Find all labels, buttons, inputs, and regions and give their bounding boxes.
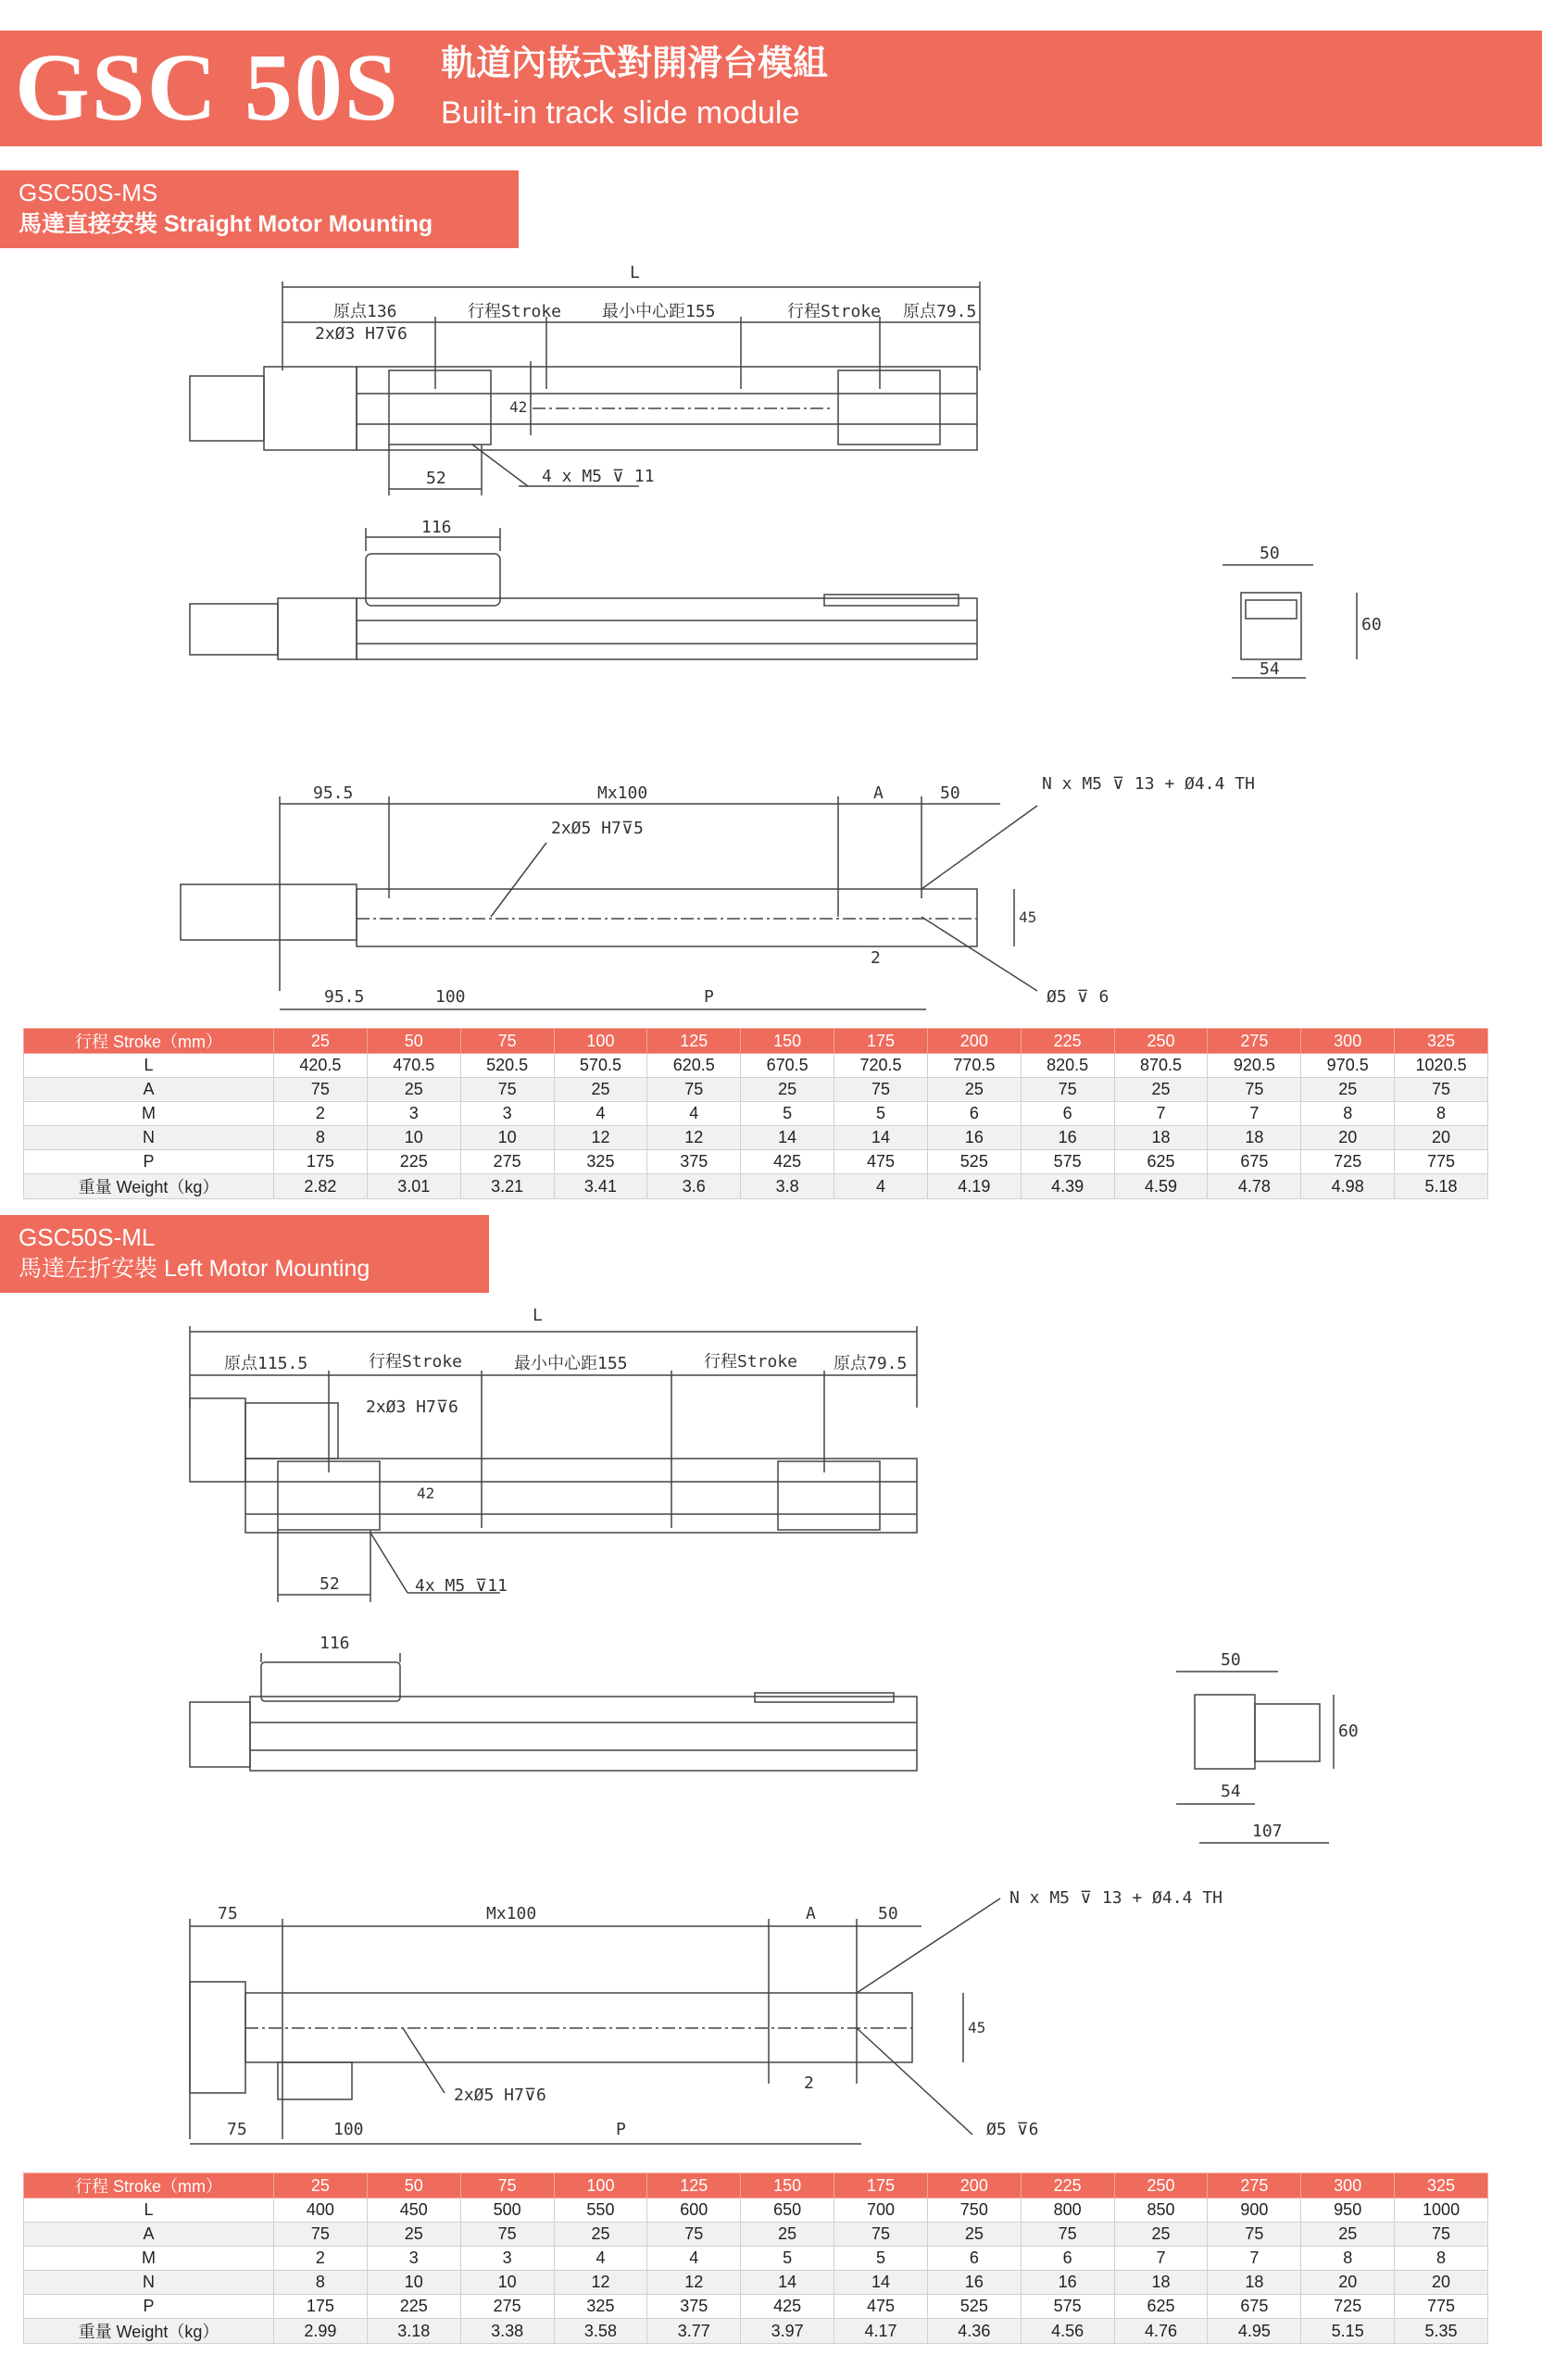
table-cell: 2.99 bbox=[274, 2319, 368, 2344]
table-cell: 18 bbox=[1114, 2271, 1208, 2295]
dim-52: 52 bbox=[320, 1574, 340, 1594]
table-cell: 25 bbox=[741, 1078, 834, 1102]
table-cell: 14 bbox=[741, 1126, 834, 1150]
table-cell: 620.5 bbox=[647, 1054, 741, 1078]
table-cell: 5 bbox=[834, 1102, 928, 1126]
table-cell: 570.5 bbox=[554, 1054, 647, 1078]
row-label: L bbox=[24, 1054, 274, 1078]
table-cell: 800 bbox=[1021, 2198, 1114, 2223]
bottom-dim-a: A bbox=[806, 1904, 816, 1923]
table-cell: 4.95 bbox=[1208, 2319, 1301, 2344]
stroke-header: 300 bbox=[1301, 1029, 1395, 1054]
bottom-dim-50: 50 bbox=[878, 1904, 898, 1923]
table-header-row bbox=[24, 1029, 1488, 1054]
table-cell: 525 bbox=[927, 1150, 1021, 1174]
stroke-header: 50 bbox=[367, 2173, 460, 2198]
table-cell: 5.35 bbox=[1395, 2319, 1488, 2344]
table-cell: 3.41 bbox=[554, 1174, 647, 1199]
table-cell: 25 bbox=[927, 1078, 1021, 1102]
section-code: GSC50S-MS bbox=[19, 179, 158, 207]
table-cell: 950 bbox=[1301, 2198, 1395, 2223]
stroke-header: 325 bbox=[1395, 2173, 1488, 2198]
bottom-n-note: N x M5 ⊽ 13 + Ø4.4 TH bbox=[1042, 774, 1255, 794]
table-cell: 375 bbox=[647, 2295, 741, 2319]
table-cell: 14 bbox=[834, 1126, 928, 1150]
title-chinese: 軌道內嵌式對開滑台模組 bbox=[441, 43, 829, 83]
table-cell: 75 bbox=[647, 2223, 741, 2247]
dim-min-center: 最小中心距155 bbox=[602, 302, 716, 321]
table-cell: 725 bbox=[1301, 2295, 1395, 2319]
stroke-header: 175 bbox=[834, 1029, 928, 1054]
row-label: N bbox=[24, 2271, 274, 2295]
table-cell: 520.5 bbox=[460, 1054, 554, 1078]
table-cell: 7 bbox=[1208, 1102, 1301, 1126]
bottom-pin-note: 2xØ5 H7⊽6 bbox=[454, 2086, 546, 2105]
stroke-header: 250 bbox=[1114, 2173, 1208, 2198]
table-cell: 675 bbox=[1208, 2295, 1301, 2319]
stroke-header: 275 bbox=[1208, 2173, 1301, 2198]
table-cell: 10 bbox=[460, 2271, 554, 2295]
end-dim-107: 107 bbox=[1252, 1822, 1283, 1841]
table-cell: 25 bbox=[1114, 1078, 1208, 1102]
table-cell: 25 bbox=[367, 1078, 460, 1102]
stroke-header: 125 bbox=[647, 1029, 741, 1054]
table-cell: 4.98 bbox=[1301, 1174, 1395, 1199]
table-cell: 3 bbox=[367, 2247, 460, 2271]
section-tab-ms bbox=[0, 170, 519, 248]
end-dim-54: 54 bbox=[1221, 1782, 1241, 1801]
table-cell: 525 bbox=[927, 2295, 1021, 2319]
table-cell: 14 bbox=[834, 2271, 928, 2295]
end-dim-60: 60 bbox=[1361, 615, 1382, 634]
dim-min-center: 最小中心距155 bbox=[514, 1354, 628, 1373]
bottom-n-note: N x M5 ⊽ 13 + Ø4.4 TH bbox=[1009, 1888, 1222, 1908]
table-cell: 3.97 bbox=[741, 2319, 834, 2344]
bottom-dim-100: 100 bbox=[435, 987, 466, 1007]
section-tab-ml bbox=[0, 1215, 489, 1293]
table-cell: 175 bbox=[274, 2295, 368, 2319]
table-cell: 2 bbox=[274, 2247, 368, 2271]
stroke-header: 325 bbox=[1395, 1029, 1488, 1054]
table-cell: 16 bbox=[927, 2271, 1021, 2295]
table-cell: 5.18 bbox=[1395, 1174, 1488, 1199]
table-cell: 4 bbox=[647, 2247, 741, 2271]
table-cell: 970.5 bbox=[1301, 1054, 1395, 1078]
table-cell: 16 bbox=[1021, 2271, 1114, 2295]
bottom-dim-a: A bbox=[873, 783, 884, 803]
table-cell: 25 bbox=[367, 2223, 460, 2247]
title-english: Built-in track slide module bbox=[441, 95, 800, 131]
table-cell: 900 bbox=[1208, 2198, 1301, 2223]
table-cell: 1000 bbox=[1395, 2198, 1488, 2223]
row-label: A bbox=[24, 2223, 274, 2247]
row-label: N bbox=[24, 1126, 274, 1150]
table-cell: 8 bbox=[1301, 2247, 1395, 2271]
table-row bbox=[24, 1102, 1488, 1126]
table-cell: 4 bbox=[834, 1174, 928, 1199]
table-cell: 18 bbox=[1114, 1126, 1208, 1150]
dim-origin-left: 原点115.5 bbox=[224, 1354, 308, 1373]
drawing-ml bbox=[0, 1296, 1542, 2148]
table-cell: 75 bbox=[274, 2223, 368, 2247]
table-cell: 25 bbox=[1114, 2223, 1208, 2247]
table-cell: 770.5 bbox=[927, 1054, 1021, 1078]
bottom-hole-note: Ø5 ⊽ 6 bbox=[1047, 987, 1109, 1007]
table-cell: 600 bbox=[647, 2198, 741, 2223]
table-cell: 3 bbox=[367, 1102, 460, 1126]
table-row bbox=[24, 1054, 1488, 1078]
table-cell: 4.17 bbox=[834, 2319, 928, 2344]
bottom-hole-note: Ø5 ⊽6 bbox=[986, 2120, 1039, 2139]
bottom-dim-2: 2 bbox=[871, 948, 881, 968]
table-cell: 725 bbox=[1301, 1150, 1395, 1174]
table-cell: 12 bbox=[554, 2271, 647, 2295]
table-row bbox=[24, 2247, 1488, 2271]
table-cell: 775 bbox=[1395, 2295, 1488, 2319]
stroke-header: 25 bbox=[274, 1029, 368, 1054]
table-cell: 10 bbox=[460, 1126, 554, 1150]
stroke-header: 50 bbox=[367, 1029, 460, 1054]
dim-stroke-2: 行程Stroke bbox=[704, 1352, 798, 1372]
table-cell: 700 bbox=[834, 2198, 928, 2223]
table-cell: 4 bbox=[554, 2247, 647, 2271]
table-cell: 1020.5 bbox=[1395, 1054, 1488, 1078]
table-cell: 650 bbox=[741, 2198, 834, 2223]
table-cell: 175 bbox=[274, 1150, 368, 1174]
table-row bbox=[24, 1078, 1488, 1102]
table-cell: 275 bbox=[460, 2295, 554, 2319]
stroke-header: 100 bbox=[554, 2173, 647, 2198]
table-cell: 3.18 bbox=[367, 2319, 460, 2344]
table-cell: 75 bbox=[274, 1078, 368, 1102]
dim-origin-right: 原点79.5 bbox=[834, 1354, 908, 1373]
header-label: 行程 Stroke（mm） bbox=[24, 1029, 274, 1054]
table-cell: 3.21 bbox=[460, 1174, 554, 1199]
dim-stroke-2: 行程Stroke bbox=[787, 302, 882, 321]
row-label: P bbox=[24, 2295, 274, 2319]
dim-origin-right: 原点79.5 bbox=[903, 302, 977, 321]
table-cell: 20 bbox=[1301, 1126, 1395, 1150]
table-cell: 450 bbox=[367, 2198, 460, 2223]
dim-L: L bbox=[533, 1306, 543, 1325]
table-cell: 75 bbox=[1395, 1078, 1488, 1102]
bottom-dim-45: 45 bbox=[968, 2019, 986, 2036]
table-cell: 75 bbox=[460, 2223, 554, 2247]
table-cell: 8 bbox=[274, 1126, 368, 1150]
table-cell: 12 bbox=[647, 1126, 741, 1150]
pin-note: 2xØ3 H7⊽6 bbox=[315, 324, 407, 344]
section-desc: 馬達左折安裝 Left Motor Mounting bbox=[19, 1256, 370, 1282]
stroke-header: 75 bbox=[460, 1029, 554, 1054]
table-cell: 75 bbox=[647, 1078, 741, 1102]
stroke-header: 250 bbox=[1114, 1029, 1208, 1054]
table-cell: 4.59 bbox=[1114, 1174, 1208, 1199]
stroke-header: 275 bbox=[1208, 1029, 1301, 1054]
stroke-header: 225 bbox=[1021, 2173, 1114, 2198]
table-cell: 500 bbox=[460, 2198, 554, 2223]
bottom-dim-p: P bbox=[704, 987, 714, 1007]
table-cell: 870.5 bbox=[1114, 1054, 1208, 1078]
row-label: L bbox=[24, 2198, 274, 2223]
table-cell: 8 bbox=[1395, 1102, 1488, 1126]
table-cell: 5 bbox=[834, 2247, 928, 2271]
table-cell: 420.5 bbox=[274, 1054, 368, 1078]
table-cell: 225 bbox=[367, 1150, 460, 1174]
table-cell: 5.15 bbox=[1301, 2319, 1395, 2344]
table-cell: 4.36 bbox=[927, 2319, 1021, 2344]
table-cell: 14 bbox=[741, 2271, 834, 2295]
dim-origin-left: 原点136 bbox=[333, 302, 397, 321]
table-cell: 4 bbox=[554, 1102, 647, 1126]
table-cell: 675 bbox=[1208, 1150, 1301, 1174]
table-cell: 3.58 bbox=[554, 2319, 647, 2344]
table-cell: 3 bbox=[460, 1102, 554, 1126]
table-cell: 25 bbox=[554, 1078, 647, 1102]
table-cell: 75 bbox=[834, 1078, 928, 1102]
dim-42: 42 bbox=[509, 398, 528, 416]
table-cell: 3.38 bbox=[460, 2319, 554, 2344]
table-cell: 850 bbox=[1114, 2198, 1208, 2223]
screw-note: 4 x M5 ⊽ 11 bbox=[542, 467, 655, 486]
row-label: M bbox=[24, 2247, 274, 2271]
dim-stroke-1: 行程Stroke bbox=[369, 1352, 463, 1372]
table-cell: 6 bbox=[1021, 2247, 1114, 2271]
table-cell: 6 bbox=[927, 2247, 1021, 2271]
table-cell: 7 bbox=[1114, 2247, 1208, 2271]
table-cell: 2.82 bbox=[274, 1174, 368, 1199]
row-label: M bbox=[24, 1102, 274, 1126]
stroke-header: 125 bbox=[647, 2173, 741, 2198]
table-cell: 75 bbox=[834, 2223, 928, 2247]
table-cell: 720.5 bbox=[834, 1054, 928, 1078]
end-dim-50: 50 bbox=[1260, 544, 1280, 563]
table-cell: 475 bbox=[834, 1150, 928, 1174]
table-cell: 4.76 bbox=[1114, 2319, 1208, 2344]
table-cell: 12 bbox=[647, 2271, 741, 2295]
dim-116: 116 bbox=[320, 1634, 350, 1653]
stroke-header: 225 bbox=[1021, 1029, 1114, 1054]
stroke-header: 200 bbox=[927, 1029, 1021, 1054]
table-cell: 12 bbox=[554, 1126, 647, 1150]
header-label: 行程 Stroke（mm） bbox=[24, 2173, 274, 2198]
bottom-dim-95-5-top: 95.5 bbox=[313, 783, 354, 803]
bottom-dim-75-bottom: 75 bbox=[227, 2120, 247, 2139]
table-cell: 75 bbox=[1021, 2223, 1114, 2247]
table-cell: 18 bbox=[1208, 1126, 1301, 1150]
row-label: P bbox=[24, 1150, 274, 1174]
spec-table-ml bbox=[23, 2173, 1488, 2344]
stroke-header: 150 bbox=[741, 1029, 834, 1054]
table-cell: 575 bbox=[1021, 1150, 1114, 1174]
bottom-dim-p: P bbox=[616, 2120, 626, 2139]
table-cell: 5 bbox=[741, 1102, 834, 1126]
end-dim-54: 54 bbox=[1260, 659, 1280, 679]
table-cell: 8 bbox=[1395, 2247, 1488, 2271]
table-header-row bbox=[24, 2173, 1488, 2198]
spec-table-ms bbox=[23, 1028, 1488, 1199]
table-cell: 4.39 bbox=[1021, 1174, 1114, 1199]
table-cell: 3 bbox=[460, 2247, 554, 2271]
table-cell: 75 bbox=[1208, 1078, 1301, 1102]
table-cell: 7 bbox=[1114, 1102, 1208, 1126]
bottom-dim-75-top: 75 bbox=[218, 1904, 238, 1923]
drawing-ms bbox=[0, 250, 1542, 1037]
bottom-dim-95-5-bottom: 95.5 bbox=[324, 987, 365, 1007]
table-cell: 25 bbox=[741, 2223, 834, 2247]
table-cell: 20 bbox=[1395, 1126, 1488, 1150]
table-cell: 750 bbox=[927, 2198, 1021, 2223]
stroke-header: 25 bbox=[274, 2173, 368, 2198]
table-cell: 4.56 bbox=[1021, 2319, 1114, 2344]
table-cell: 20 bbox=[1395, 2271, 1488, 2295]
table-cell: 75 bbox=[1395, 2223, 1488, 2247]
table-cell: 8 bbox=[274, 2271, 368, 2295]
section-desc: 馬達直接安裝 Straight Motor Mounting bbox=[19, 211, 433, 237]
section-code: GSC50S-ML bbox=[19, 1223, 156, 1251]
stroke-header: 100 bbox=[554, 1029, 647, 1054]
table-cell: 375 bbox=[647, 1150, 741, 1174]
table-cell: 775 bbox=[1395, 1150, 1488, 1174]
table-cell: 425 bbox=[741, 1150, 834, 1174]
table-cell: 275 bbox=[460, 1150, 554, 1174]
table-cell: 625 bbox=[1114, 2295, 1208, 2319]
table-cell: 550 bbox=[554, 2198, 647, 2223]
table-cell: 3.77 bbox=[647, 2319, 741, 2344]
table-cell: 16 bbox=[1021, 1126, 1114, 1150]
table-cell: 25 bbox=[1301, 1078, 1395, 1102]
bottom-dim-mx100: Mx100 bbox=[486, 1904, 537, 1923]
row-label: A bbox=[24, 1078, 274, 1102]
stroke-header: 75 bbox=[460, 2173, 554, 2198]
table-cell: 25 bbox=[1301, 2223, 1395, 2247]
table-cell: 475 bbox=[834, 2295, 928, 2319]
table-cell: 4.19 bbox=[927, 1174, 1021, 1199]
table-cell: 20 bbox=[1301, 2271, 1395, 2295]
pin-note: 2xØ3 H7⊽6 bbox=[366, 1397, 458, 1417]
dim-42: 42 bbox=[417, 1484, 435, 1502]
table-row bbox=[24, 1174, 1488, 1199]
table-cell: 325 bbox=[554, 2295, 647, 2319]
table-cell: 18 bbox=[1208, 2271, 1301, 2295]
table-row bbox=[24, 2295, 1488, 2319]
table-cell: 6 bbox=[1021, 1102, 1114, 1126]
bottom-dim-50: 50 bbox=[940, 783, 960, 803]
table-cell: 425 bbox=[741, 2295, 834, 2319]
bottom-dim-2: 2 bbox=[804, 2073, 814, 2093]
stroke-header: 175 bbox=[834, 2173, 928, 2198]
table-cell: 225 bbox=[367, 2295, 460, 2319]
table-cell: 6 bbox=[927, 1102, 1021, 1126]
table-cell: 470.5 bbox=[367, 1054, 460, 1078]
dim-stroke-1: 行程Stroke bbox=[468, 302, 562, 321]
table-cell: 10 bbox=[367, 1126, 460, 1150]
dim-L: L bbox=[630, 263, 640, 282]
table-cell: 4.78 bbox=[1208, 1174, 1301, 1199]
stroke-header: 200 bbox=[927, 2173, 1021, 2198]
table-cell: 75 bbox=[1208, 2223, 1301, 2247]
bottom-dim-45: 45 bbox=[1019, 908, 1037, 926]
table-cell: 625 bbox=[1114, 1150, 1208, 1174]
table-cell: 5 bbox=[741, 2247, 834, 2271]
end-dim-50: 50 bbox=[1221, 1650, 1241, 1670]
table-cell: 16 bbox=[927, 1126, 1021, 1150]
table-cell: 575 bbox=[1021, 2295, 1114, 2319]
table-cell: 10 bbox=[367, 2271, 460, 2295]
stroke-header: 300 bbox=[1301, 2173, 1395, 2198]
dim-116: 116 bbox=[421, 518, 452, 537]
stroke-header: 150 bbox=[741, 2173, 834, 2198]
table-cell: 2 bbox=[274, 1102, 368, 1126]
row-label: 重量 Weight（kg） bbox=[24, 1174, 274, 1199]
table-cell: 4 bbox=[647, 1102, 741, 1126]
bottom-pin-note: 2xØ5 H7⊽5 bbox=[551, 819, 644, 838]
table-cell: 820.5 bbox=[1021, 1054, 1114, 1078]
table-cell: 75 bbox=[460, 1078, 554, 1102]
end-dim-60: 60 bbox=[1338, 1722, 1359, 1741]
bottom-dim-100: 100 bbox=[333, 2120, 364, 2139]
table-cell: 3.01 bbox=[367, 1174, 460, 1199]
bottom-dim-mx100: Mx100 bbox=[597, 783, 648, 803]
table-cell: 400 bbox=[274, 2198, 368, 2223]
table-row bbox=[24, 1150, 1488, 1174]
table-cell: 7 bbox=[1208, 2247, 1301, 2271]
table-cell: 25 bbox=[554, 2223, 647, 2247]
table-row bbox=[24, 2319, 1488, 2344]
model-name: GSC 50S bbox=[15, 34, 400, 141]
table-cell: 3.8 bbox=[741, 1174, 834, 1199]
table-row bbox=[24, 2223, 1488, 2247]
table-cell: 8 bbox=[1301, 1102, 1395, 1126]
table-cell: 25 bbox=[927, 2223, 1021, 2247]
table-cell: 325 bbox=[554, 1150, 647, 1174]
screw-note: 4x M5 ⊽11 bbox=[415, 1576, 508, 1596]
table-cell: 670.5 bbox=[741, 1054, 834, 1078]
table-row bbox=[24, 2271, 1488, 2295]
row-label: 重量 Weight（kg） bbox=[24, 2319, 274, 2344]
table-cell: 3.6 bbox=[647, 1174, 741, 1199]
table-cell: 920.5 bbox=[1208, 1054, 1301, 1078]
table-row bbox=[24, 2198, 1488, 2223]
table-row bbox=[24, 1126, 1488, 1150]
dim-52: 52 bbox=[426, 469, 446, 488]
table-cell: 75 bbox=[1021, 1078, 1114, 1102]
